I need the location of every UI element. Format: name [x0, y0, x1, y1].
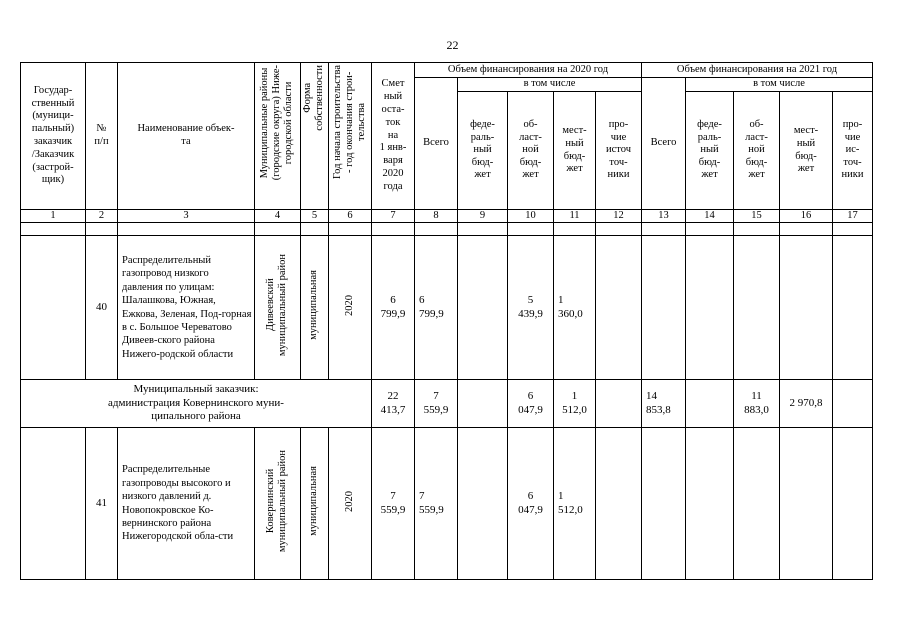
total-2020: 6 799,9 — [415, 236, 458, 380]
empty-cell — [21, 428, 86, 580]
header-ownership: Форма собственности — [301, 63, 329, 210]
table-row — [21, 236, 873, 380]
empty-cell — [458, 223, 508, 236]
object-name: Распределительный газопровод низкого давления по улицам: Шалашкова, Южная, Ежкова, Зеленая, Под-горная в с. Большое Череватово Дивеев-ского района Нижего-родской области — [118, 236, 255, 380]
table-row — [21, 428, 873, 580]
financing-table — [20, 62, 873, 580]
federal-2020 — [458, 236, 508, 380]
local-2020: 1 512,0 — [554, 380, 596, 428]
header-financing-2020: Объем финансирования на 2020 год — [415, 63, 642, 78]
federal-2021 — [686, 380, 734, 428]
empty-cell — [329, 223, 372, 236]
ownership-cell: муниципальная — [301, 236, 329, 380]
empty-cell — [833, 223, 873, 236]
column-number: 11 — [554, 210, 596, 223]
local-2020: 1 512,0 — [554, 428, 596, 580]
federal-2020 — [458, 380, 508, 428]
district-cell: Ковернинский муниципальный район — [255, 428, 301, 580]
other-2020 — [596, 236, 642, 380]
federal-2021 — [686, 428, 734, 580]
column-number: 2 — [86, 210, 118, 223]
local-2020: 1 360,0 — [554, 236, 596, 380]
header-estimated-remainder: Смет ный оста- ток на 1 янв- варя 2020 года — [372, 63, 415, 210]
column-number: 15 — [734, 210, 780, 223]
empty-cell — [734, 223, 780, 236]
spacer-row — [21, 223, 873, 236]
other-2021 — [833, 428, 873, 580]
estimated-remainder: 7 559,9 — [372, 428, 415, 580]
header-other-2021: про- чие ис- точ- ники — [833, 92, 873, 210]
total-2021 — [642, 428, 686, 580]
regional-2021: 11 883,0 — [734, 380, 780, 428]
federal-2020 — [458, 428, 508, 580]
years-cell: 2020 — [329, 236, 372, 380]
total-2021: 14 853,8 — [642, 380, 686, 428]
column-number: 5 — [301, 210, 329, 223]
header-federal-2021: феде- раль- ный бюд- жет — [686, 92, 734, 210]
row-number: 41 — [86, 428, 118, 580]
column-number: 9 — [458, 210, 508, 223]
column-number: 3 — [118, 210, 255, 223]
header-including-2020: в том числе — [458, 78, 642, 92]
header-regional-2020: об- ласт- ной бюд- жет — [508, 92, 554, 210]
regional-2020: 6 047,9 — [508, 380, 554, 428]
regional-2020: 6 047,9 — [508, 428, 554, 580]
header-other-2020: про- чие источ точ- ники — [596, 92, 642, 210]
column-number: 7 — [372, 210, 415, 223]
row-number: 40 — [86, 236, 118, 380]
empty-cell — [686, 223, 734, 236]
empty-cell — [86, 223, 118, 236]
local-2021 — [780, 428, 833, 580]
empty-cell — [301, 223, 329, 236]
header-total-2020: Всего — [415, 78, 458, 210]
empty-cell — [642, 223, 686, 236]
header-regional-2021: об- ласт- ной бюд- жет — [734, 92, 780, 210]
column-number: 13 — [642, 210, 686, 223]
other-2020 — [596, 380, 642, 428]
header-number: № п/п — [86, 63, 118, 210]
column-number: 16 — [780, 210, 833, 223]
column-number: 10 — [508, 210, 554, 223]
empty-cell — [415, 223, 458, 236]
other-2021 — [833, 236, 873, 380]
column-numbers-row — [21, 210, 873, 223]
empty-cell — [255, 223, 301, 236]
column-number: 8 — [415, 210, 458, 223]
header-federal-2020: феде- раль- ный бюд- жет — [458, 92, 508, 210]
column-number: 12 — [596, 210, 642, 223]
column-number: 14 — [686, 210, 734, 223]
header-object-name: Наименование объек- та — [118, 63, 255, 210]
header-district: Муниципальные районы (городские округа) Ниже- городской области — [255, 63, 301, 210]
header-local-2020: мест- ный бюд- жет — [554, 92, 596, 210]
column-number: 17 — [833, 210, 873, 223]
header-including-2021: в том числе — [686, 78, 873, 92]
column-number: 6 — [329, 210, 372, 223]
other-2021 — [833, 380, 873, 428]
empty-cell — [596, 223, 642, 236]
empty-cell — [21, 236, 86, 380]
header-local-2021: мест- ный бюд- жет — [780, 92, 833, 210]
object-name: Распределительные газопроводы высокого и низкого давлений д. Новопокровское Ко-вернинского района Нижегородской обла-сти — [118, 428, 255, 580]
ownership-cell: муниципальная — [301, 428, 329, 580]
regional-2021 — [734, 236, 780, 380]
page-number: 22 — [446, 38, 459, 52]
regional-2020: 5 439,9 — [508, 236, 554, 380]
total-2020: 7 559,9 — [415, 428, 458, 580]
empty-cell — [554, 223, 596, 236]
header-customer: Государ- ственный (муници- пальный) заказчик /Заказчик (застрой- щик) — [21, 63, 86, 210]
customer-summary: Муниципальный заказчик: администрация Ковернинского муни- ципального района — [21, 380, 372, 428]
local-2021 — [780, 236, 833, 380]
years-cell: 2020 — [329, 428, 372, 580]
total-2021 — [642, 236, 686, 380]
estimated-remainder: 6 799,9 — [372, 236, 415, 380]
empty-cell — [372, 223, 415, 236]
column-number: 1 — [21, 210, 86, 223]
empty-cell — [780, 223, 833, 236]
empty-cell — [118, 223, 255, 236]
table-row — [21, 380, 873, 428]
total-2020: 7 559,9 — [415, 380, 458, 428]
column-number: 4 — [255, 210, 301, 223]
federal-2021 — [686, 236, 734, 380]
empty-cell — [21, 223, 86, 236]
other-2020 — [596, 428, 642, 580]
header-financing-2021: Объем финансирования на 2021 год — [642, 63, 873, 78]
local-2021: 2 970,8 — [780, 380, 833, 428]
estimated-remainder: 22 413,7 — [372, 380, 415, 428]
empty-cell — [508, 223, 554, 236]
header-total-2021: Всего — [642, 78, 686, 210]
district-cell: Дивеевский муниципальный район — [255, 236, 301, 380]
header-years: Год начала строительства - год окончания строи- тельства — [329, 63, 372, 210]
regional-2021 — [734, 428, 780, 580]
